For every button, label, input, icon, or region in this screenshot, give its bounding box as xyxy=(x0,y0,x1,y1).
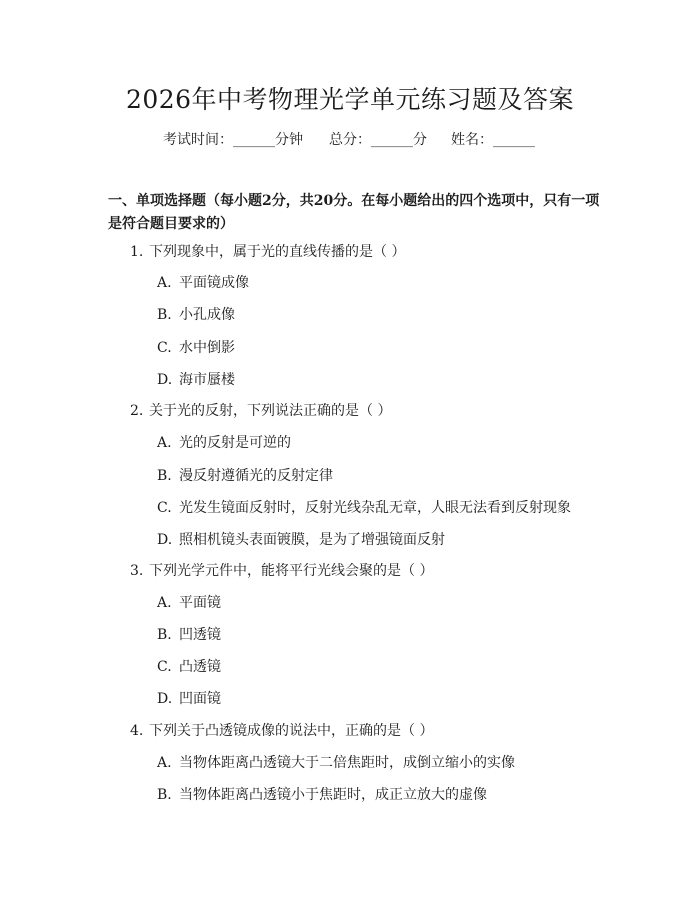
question-3 xyxy=(130,561,433,581)
option-text: 水中倒影 xyxy=(179,340,235,356)
option-text: 光发生镜面反射时，反射光线杂乱无章，人眼无法看到反射现象 xyxy=(179,500,571,516)
option-2a xyxy=(157,433,291,453)
option-letter: B. xyxy=(157,627,172,643)
question-number: 2. xyxy=(130,403,144,419)
student-name-field: 姓名：______ xyxy=(451,132,535,148)
option-letter: D. xyxy=(157,691,173,707)
option-text: 漫反射遵循光的反射定律 xyxy=(179,468,333,484)
option-3a xyxy=(157,593,221,613)
option-4b xyxy=(157,785,487,805)
option-letter: A. xyxy=(157,595,172,611)
exam-meta-line xyxy=(163,130,535,150)
option-3c xyxy=(157,657,221,677)
question-4 xyxy=(130,721,433,741)
question-text: 下列现象中，属于光的直线传播的是（ ） xyxy=(149,244,406,260)
option-2c xyxy=(157,498,571,518)
option-letter: B. xyxy=(157,787,172,803)
option-1b xyxy=(157,305,235,325)
option-text: 当物体距离凸透镜大于二倍焦距时，成倒立缩小的实像 xyxy=(179,755,515,771)
option-letter: D. xyxy=(157,372,173,388)
option-letter: B. xyxy=(157,468,172,484)
question-number: 3. xyxy=(130,563,144,579)
option-letter: A. xyxy=(157,275,172,291)
total-score-field: 总分：______分 xyxy=(329,132,427,148)
exam-time-field: 考试时间：______分钟 xyxy=(163,132,303,148)
section-heading: 一、单项选择题（每小题2分，共20分。在每小题给出的四个选项中，只有一项是符合题目要求的） xyxy=(108,193,600,232)
question-2 xyxy=(130,401,391,421)
option-text: 照相机镜头表面镀膜，是为了增强镜面反射 xyxy=(179,532,445,548)
option-text: 凹面镜 xyxy=(179,691,221,707)
option-3d xyxy=(157,689,221,709)
document-title: 2026年中考物理光学单元练习题及答案 xyxy=(125,85,575,114)
option-text: 凹透镜 xyxy=(179,627,221,643)
option-text: 凸透镜 xyxy=(179,659,221,675)
option-text: 光的反射是可逆的 xyxy=(179,435,291,451)
option-text: 海市蜃楼 xyxy=(179,372,235,388)
option-text: 小孔成像 xyxy=(179,307,235,323)
option-1a xyxy=(157,273,249,293)
question-text: 下列光学元件中，能将平行光线会聚的是（ ） xyxy=(149,563,434,579)
question-1 xyxy=(130,242,405,262)
option-2b xyxy=(157,466,333,486)
question-number: 1. xyxy=(130,244,144,260)
option-letter: B. xyxy=(157,307,172,323)
option-letter: C. xyxy=(157,500,172,516)
option-text: 平面镜成像 xyxy=(179,275,249,291)
option-letter: A. xyxy=(157,435,172,451)
option-letter: A. xyxy=(157,755,172,771)
option-1d xyxy=(157,370,235,390)
option-letter: C. xyxy=(157,659,172,675)
option-letter: D. xyxy=(157,532,173,548)
option-text: 平面镜 xyxy=(179,595,221,611)
option-text: 当物体距离凸透镜小于焦距时，成正立放大的虚像 xyxy=(179,787,487,803)
question-number: 4. xyxy=(130,723,144,739)
question-text: 下列关于凸透镜成像的说法中，正确的是（ ） xyxy=(149,723,434,739)
option-4a xyxy=(157,753,515,773)
option-1c xyxy=(157,338,235,358)
option-letter: C. xyxy=(157,340,172,356)
option-2d xyxy=(157,530,445,550)
option-3b xyxy=(157,625,221,645)
question-text: 关于光的反射，下列说法正确的是（ ） xyxy=(149,403,392,419)
